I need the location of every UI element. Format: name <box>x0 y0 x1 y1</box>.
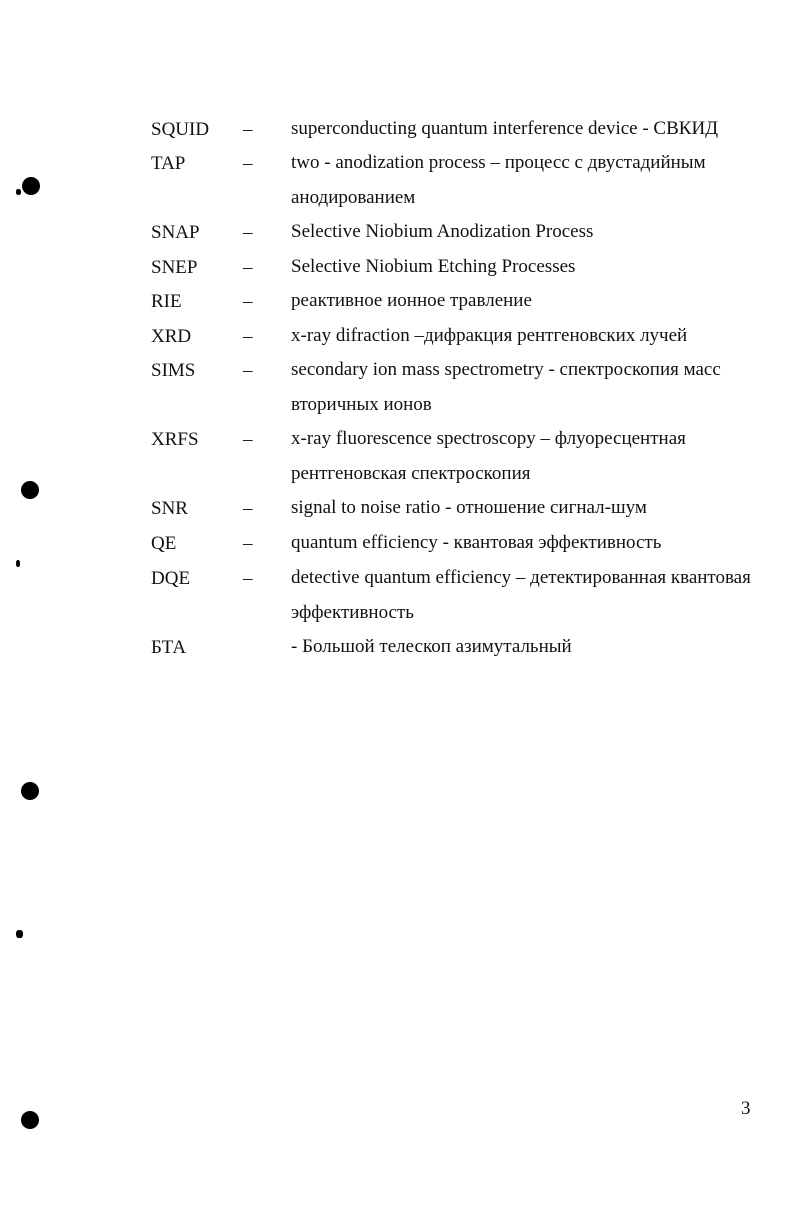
abbreviation-definition: - Большой телескоп азимутальный <box>291 636 572 657</box>
abbreviation-definition: реактивное ионное травление <box>291 290 532 311</box>
abbreviation-definition: x-ray difraction –дифракция рентгеновских лучей <box>291 325 688 346</box>
scan-speck-mark <box>16 930 23 938</box>
abbreviation-definition: Selective Niobium Anodization Process <box>291 221 594 242</box>
abbreviation-definition: two - anodization process – процесс с двустадийным анодированием <box>291 152 706 208</box>
abbreviation-dash: – <box>243 533 253 554</box>
abbreviation-definition: Selective Niobium Etching Processes <box>291 256 576 277</box>
abbreviation-definition: signal to noise ratio - отношение сигнал-шум <box>291 497 647 518</box>
abbreviation-term: TAP <box>151 153 186 174</box>
abbreviation-definition: superconducting quantum interference device - СВКИД <box>291 118 719 139</box>
abbreviation-term: RIE <box>151 291 182 312</box>
abbreviation-dash: – <box>243 429 253 450</box>
abbreviation-dash: – <box>243 360 253 381</box>
abbreviation-term: БТА <box>151 637 187 658</box>
abbreviation-term: SIMS <box>151 360 196 381</box>
scan-speck-mark <box>16 560 20 567</box>
abbreviation-dash: – <box>243 291 253 312</box>
punch-hole-mark <box>21 782 39 800</box>
abbreviation-term: DQE <box>151 568 191 589</box>
scan-speck-mark <box>16 189 21 195</box>
abbreviation-dash: – <box>243 222 253 243</box>
abbreviation-term: SQUID <box>151 119 210 140</box>
abbreviation-term: SNR <box>151 498 188 519</box>
abbreviation-definition: quantum efficiency - квантовая эффективность <box>291 532 662 553</box>
abbreviation-term: XRD <box>151 326 192 347</box>
page-number: 3 <box>741 1098 751 1119</box>
abbreviation-dash: – <box>243 153 253 174</box>
abbreviation-term: SNEP <box>151 257 198 278</box>
abbreviation-term: QE <box>151 533 177 554</box>
abbreviation-definition: secondary ion mass spectrometry - спектроскопия масс вторичных ионов <box>291 359 721 415</box>
abbreviation-dash: – <box>243 498 253 519</box>
punch-hole-mark <box>22 177 40 195</box>
abbreviation-term: XRFS <box>151 429 199 450</box>
abbreviation-definition: detective quantum efficiency – детектированная квантовая эффективность <box>291 567 751 623</box>
abbreviation-dash: – <box>243 119 253 140</box>
abbreviation-dash: – <box>243 568 253 589</box>
punch-hole-mark <box>21 481 39 499</box>
abbreviation-dash: – <box>243 326 253 347</box>
abbreviation-term: SNAP <box>151 222 200 243</box>
abbreviation-dash: – <box>243 257 253 278</box>
punch-hole-mark <box>21 1111 39 1129</box>
abbreviation-definition: x-ray fluorescence spectroscopy – флуоресцентная рентгеновская спектроскопия <box>291 428 686 484</box>
